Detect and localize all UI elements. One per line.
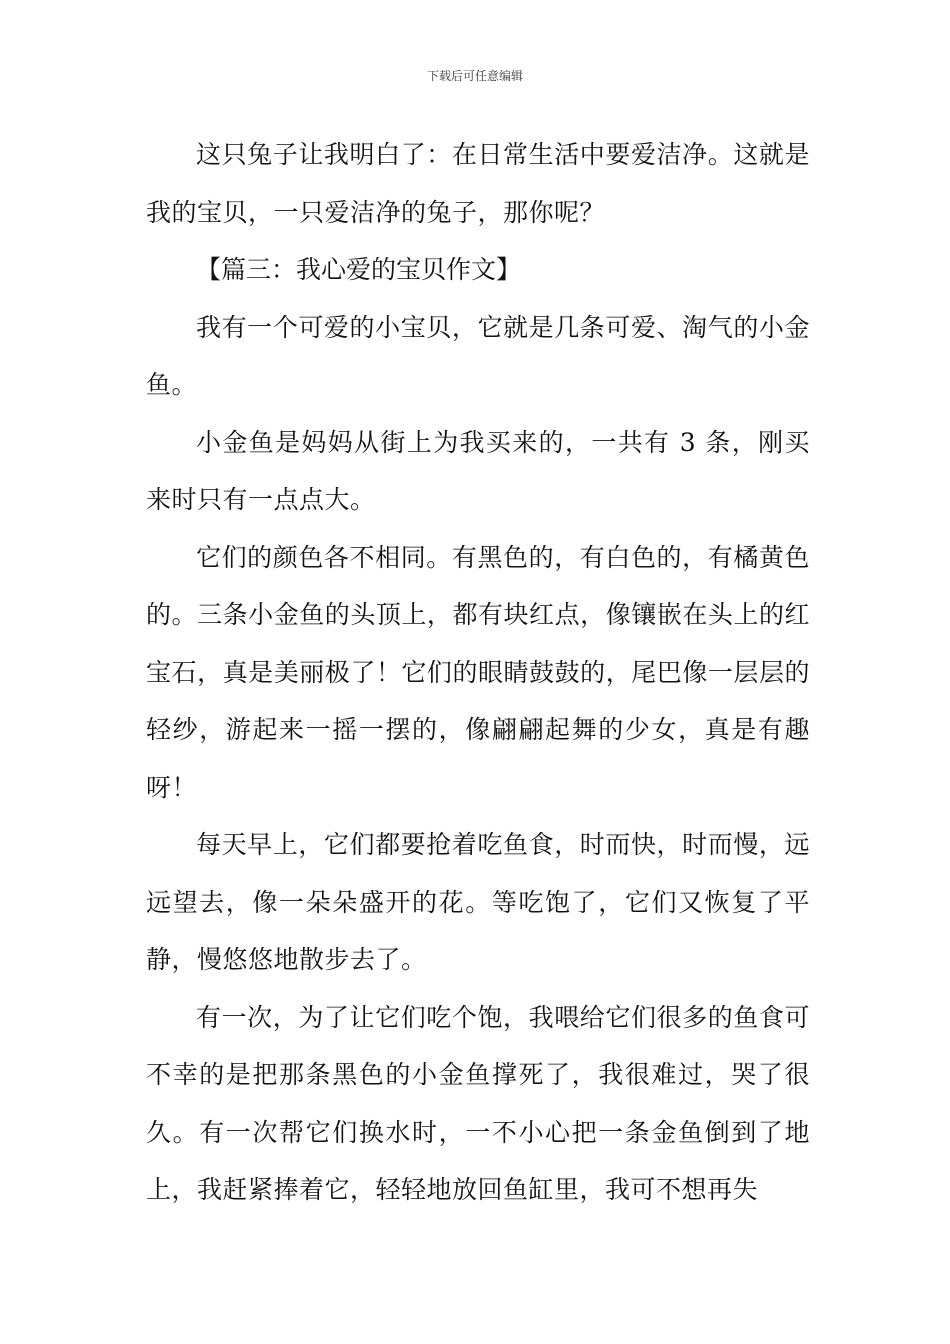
paragraph-4: 它们的颜色各不相同。有黑色的，有白色的，有橘黄色的。三条小金鱼的头顶上，都有块红点，像镶嵌在头上的红宝石，真是美丽极了！它们的眼睛鼓鼓的，尾巴像一层层的轻纱，游起来一摇一摆的，像翩翩起舞的少女，真是有趣呀！ [146,542,810,802]
paragraph-3: 小金鱼是妈妈从街上为我买来的，一共有 3 条，刚买来时只有一点点大。 [146,427,810,514]
paragraph-5: 每天早上，它们都要抢着吃鱼食，时而快，时而慢，远远望去，像一朵朵盛开的花。等吃饱了，它们又恢复了平静，慢悠悠地散步去了。 [146,830,810,974]
paragraph-1: 这只兔子让我明白了：在日常生活中要爱洁净。这就是我的宝贝，一只爱洁净的兔子，那你呢？ [146,140,810,227]
document-body [146,126,810,1219]
paragraph-6: 有一次，为了让它们吃个饱，我喂给它们很多的鱼食可不幸的是把那条黑色的小金鱼撑死了，我很难过，哭了很久。有一次帮它们换水时，一不小心把一条金鱼倒到了地上，我赶紧捧着它，轻轻地放回鱼缸里，我可不想再失 [146,1002,810,1204]
page-header: 下载后可任意编辑 [426,69,523,83]
section-heading: 【篇三：我心爱的宝贝作文】 [196,255,522,284]
paragraph-2: 我有一个可爱的小宝贝，它就是几条可爱、淘气的小金鱼。 [146,312,810,399]
